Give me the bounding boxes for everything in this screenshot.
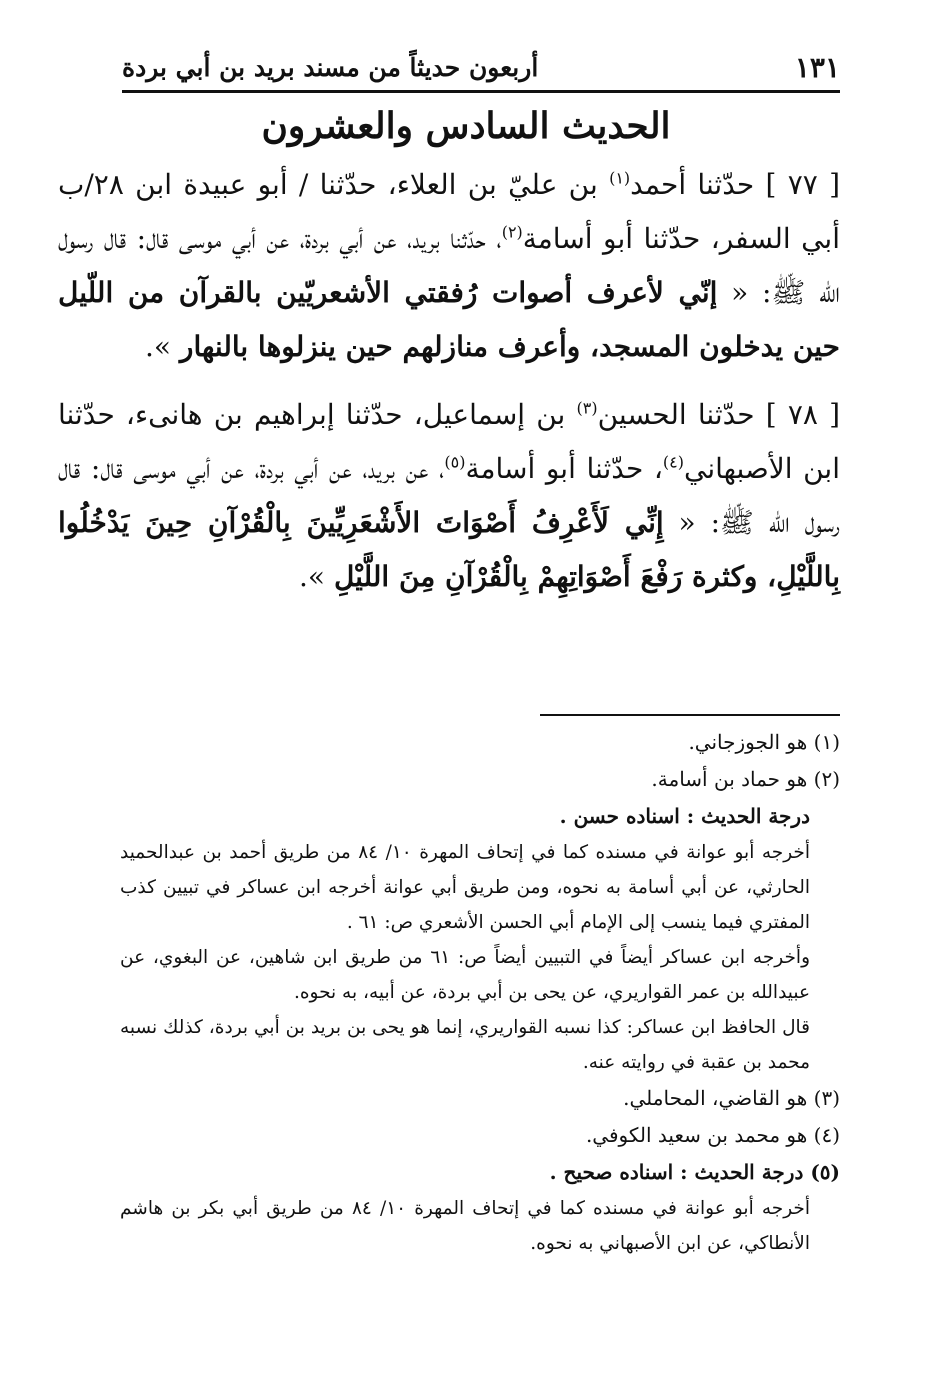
footnote-2-takhrij-2: وأخرجه ابن عساكر أيضاً في التبيين أيضاً ص: ٦١ من طريق ابن شاهين، عن البغوي، عن عبيدالله بن عمر القواريري، عن يحى بن أبي بردة، عن أبيه، به نحوه. bbox=[120, 947, 811, 1003]
footnote-ref-5: (٥) bbox=[444, 452, 466, 472]
footnote-5-takhrij: أخرجه أبو عوانة في مسنده كما في إتحاف المهرة ١٠/ ٨٤ من طريق أبي بكر بن هاشم الأنطاكي، عن ابن الأصبهاني به نحوه. bbox=[120, 1198, 810, 1254]
footnote-2-takhrij-3: قال الحافظ ابن عساكر: كذا نسبه القواريري، إنما هو يحى بن بريد بن أبي بردة، كذلك نسبه محمد بن عقبة في روايته عنه. bbox=[120, 1017, 810, 1073]
footnote-ref-3: (٣) bbox=[576, 398, 598, 418]
footnotes bbox=[120, 724, 840, 1261]
hadith-78 bbox=[58, 388, 840, 604]
isnad-start: [ ٧٧ ] حدّثنا أحمد bbox=[630, 168, 840, 201]
footnote-4: (٤) هو محمد بن سعيد الكوفي. bbox=[585, 1123, 840, 1147]
quote-close: ». bbox=[299, 560, 334, 593]
hadith-matn: إنّي لأعرف أصوات رُفقتي الأشعريّين بالقرآن من اللّيل حين يدخلون المسجد، وأعرف منازلهم حين ينزلوها بالنهار bbox=[58, 276, 840, 363]
hadith-77 bbox=[58, 158, 840, 374]
page-number: ١٣١ bbox=[794, 50, 840, 84]
footnote-2-takhrij-1: أخرجه أبو عوانة في مسنده كما في إتحاف المهرة ١٠/ ٨٤ من طريق أحمد بن عبدالحميد الحارثي، عن أبي أسامة به نحوه، ومن طريق أبي عوانة أخرجه ابن عساكر في تبيين كذب المفتري فيما ينسب إلى الإمام أبي الحسن الأشعري ص: ٦١ . bbox=[120, 842, 810, 933]
main-text bbox=[58, 158, 840, 604]
footnote-ref-2: (٢) bbox=[501, 222, 523, 242]
quote-close: ». bbox=[144, 330, 180, 363]
isnad-end: ، عن بريد، عن أبي بردة، عن أبي موسى قال: قال رسول الله ﷺ: « bbox=[58, 452, 841, 539]
isnad-continued: بن إسماعيل، حدّثنا إبراهيم بن هانىء، حدّثنا ابن الأصبهاني bbox=[58, 398, 841, 485]
isnad-continued: ، حدّثنا أبو أسامة bbox=[465, 452, 663, 485]
footnote-5: (٥) درجة الحديث : اسناده صحيح . bbox=[549, 1160, 840, 1184]
footnote-3: (٣) هو القاضي، المحاملي. bbox=[623, 1086, 840, 1110]
footnote-2-grade: درجة الحديث : اسناده حسن . bbox=[559, 804, 810, 828]
book-title: أربعون حديثاً من مسند بريد بن أبي بردة bbox=[122, 52, 539, 82]
running-header bbox=[122, 44, 840, 93]
footnote-2: (٢) هو حماد بن أسامة. bbox=[651, 767, 840, 791]
isnad-end: ، حدّثنا بريد، عن أبي بردة، عن أبي موسى قال: قال رسول الله ﷺ: « bbox=[58, 222, 840, 309]
isnad-continued: بن عليّ بن العلاء، حدّثنا / أبو عبيدة ابن ٢٨/ب أبي السفر، حدّثنا أبو أسامة bbox=[58, 168, 840, 255]
footnote-1: (١) هو الجوزجاني. bbox=[688, 730, 840, 754]
footnote-ref-4: (٤) bbox=[662, 452, 684, 472]
hadith-matn: إِنِّي لَأَعْرِفُ أَصْوَاتَ الأَشْعَرِيِّينَ بِالْقُرْآنِ حِينَ يَدْخُلُوا بِاللَّيْلِ، وكثرة رَفْعَ أَصْوَاتِهِمْ بِالْقُرْآنِ مِنَ اللَّيْلِ bbox=[58, 506, 840, 593]
footnote-divider bbox=[540, 714, 840, 716]
chapter-title: الحديث السادس والعشرون bbox=[261, 105, 671, 147]
footnote-ref-1: (١) bbox=[609, 168, 631, 188]
isnad-start: [ ٧٨ ] حدّثنا الحسين bbox=[597, 398, 840, 431]
